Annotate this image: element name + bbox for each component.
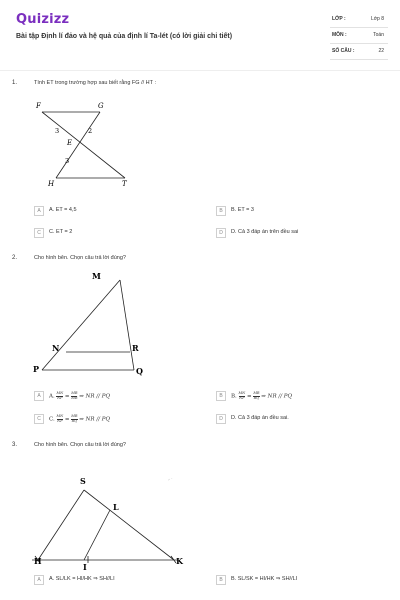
fraction (71, 392, 77, 400)
numerator: MN (56, 414, 64, 418)
option-letter: B (216, 206, 226, 216)
option-text: A. ET = 4,5 (49, 207, 77, 213)
option-letter: A (34, 206, 44, 216)
question-text: Tính ET trong trường hợp sau biết rằng FG // HT : (34, 80, 156, 86)
header-divider (0, 70, 400, 71)
label-M: M (92, 271, 101, 281)
length-EG: 2 (88, 127, 93, 135)
denominator: NP (57, 418, 63, 423)
denominator: RQ (253, 395, 260, 400)
option-letter: D (216, 228, 226, 238)
info-label: SỐ CÂU : (332, 48, 355, 54)
length-HE: 3 (65, 157, 70, 165)
equals: = (246, 393, 252, 400)
option-letter: C (34, 228, 44, 238)
info-value: 22 (378, 48, 384, 54)
document-title: Bài tập Định lí đảo và hệ quả của định lí Ta-lét (có lời giải chi tiết) (16, 33, 233, 40)
question-number: 3. (12, 442, 18, 448)
option-letter: D (216, 414, 226, 424)
option-text: D. Cả 3 đáp án trên đều sai (231, 229, 299, 235)
label-N: N (52, 343, 60, 353)
info-row-subject (330, 28, 388, 44)
label-E: E (67, 139, 73, 147)
info-label: LỚP : (332, 16, 346, 22)
option-prefix: A. (49, 393, 55, 400)
label-G: G (98, 102, 104, 110)
question-text: Cho hình bên. Chọn câu trả lời đúng? (34, 442, 126, 448)
label-L: L (113, 502, 119, 512)
question-number: 2. (12, 255, 18, 261)
numerator: MR (71, 391, 78, 395)
option-text (231, 392, 292, 400)
figure-q3 (28, 468, 193, 573)
label-I: I (83, 562, 87, 572)
figure-q1 (30, 98, 140, 192)
page-header (0, 0, 400, 68)
option-letter: C (34, 414, 44, 424)
fraction (71, 415, 77, 423)
label-H: H (34, 556, 42, 566)
equals: = (64, 416, 70, 423)
svg-text:⸝ ·: ⸝ · (168, 476, 173, 481)
equals: = (64, 393, 70, 400)
question-text: Cho hình bên. Chọn câu trả lời đúng? (34, 255, 126, 261)
option-prefix: B. (231, 393, 237, 400)
label-P: P (33, 364, 40, 374)
option-text (49, 392, 110, 400)
label-K: K (176, 556, 183, 566)
length-FE: 3 (55, 127, 60, 135)
option-prefix: C. (49, 416, 55, 423)
option-text: D. Cả 3 đáp án đều sai. (231, 415, 289, 421)
numerator: MR (71, 414, 78, 418)
info-value: Toán (373, 32, 384, 38)
option-text: B. SL/SK = HI/HK ⇒ SH//LI (231, 576, 298, 582)
conclusion: ⇒ NR // PQ (79, 393, 110, 400)
option-text: A. SL/LK = HI/HK ⇒ SH//LI (49, 576, 115, 582)
quizizz-logo: Quizizz (16, 12, 70, 27)
option-text (49, 415, 110, 423)
label-T: T (122, 180, 127, 188)
info-row-class (330, 12, 388, 28)
label-F: F (36, 102, 41, 110)
fraction (239, 392, 246, 400)
fraction (56, 392, 63, 400)
label-S: S (80, 476, 86, 486)
info-row-count (330, 44, 388, 60)
option-text: B. ET = 3 (231, 207, 254, 213)
denominator: MR (71, 395, 78, 400)
conclusion: ⇒ NR // PQ (79, 416, 110, 423)
label-R: R (132, 343, 139, 353)
option-letter: A (34, 391, 44, 401)
fraction (57, 415, 64, 423)
option-letter: B (216, 391, 226, 401)
label-H: H (48, 180, 55, 188)
label-Q: Q (136, 366, 143, 376)
numerator: MN (238, 391, 246, 395)
denominator: RQ (71, 418, 78, 423)
numerator: MR (253, 391, 260, 395)
conclusion: ⇒ NR // PQ (261, 393, 293, 400)
info-label: MÔN : (332, 32, 347, 38)
option-text: C. ET = 2 (49, 229, 73, 235)
info-value: Lớp 8 (370, 16, 384, 22)
info-box (330, 12, 388, 60)
option-letter: A (34, 575, 44, 585)
figure-q2 (30, 268, 160, 380)
option-letter: B (216, 575, 226, 585)
numerator: MN (56, 391, 64, 395)
fraction (253, 392, 259, 400)
denominator: NP (57, 395, 63, 400)
question-number: 1. (12, 80, 18, 86)
denominator: NP (239, 395, 245, 400)
